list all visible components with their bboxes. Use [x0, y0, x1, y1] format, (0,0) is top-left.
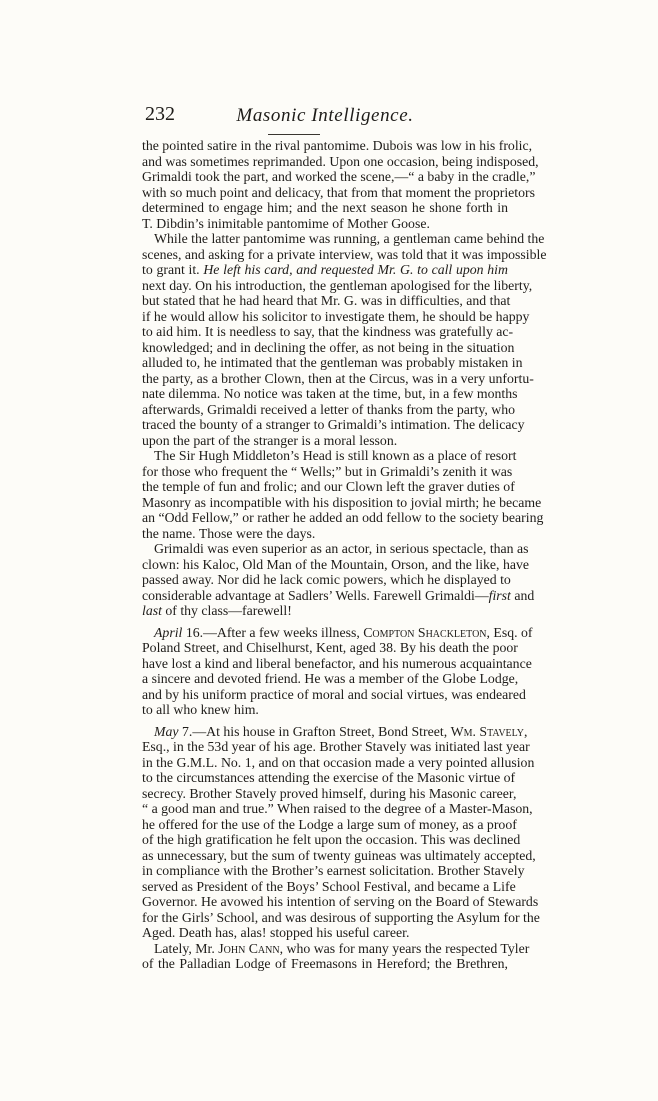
text-line — [142, 832, 521, 848]
text-line — [142, 138, 533, 154]
text-line — [142, 293, 511, 309]
text-line — [142, 671, 519, 687]
text-run: knowledged; and in declining the offer, as not being in the situation — [142, 339, 515, 355]
text-run: While the latter pantomime was running, a gentleman came behind the — [154, 231, 545, 246]
name-small-caps: John Cann — [218, 940, 280, 956]
text-line — [142, 785, 517, 802]
text-run: and by his uniform practice of moral and social virtues, was endeared — [142, 686, 526, 702]
text-run: Grimaldi was even superior as an actor, in serious spectacle, than as — [154, 541, 529, 556]
text-run: Esq., in the 53d year of his age. Brother Stavely was initiated last year — [142, 739, 530, 754]
italic-text: May — [154, 723, 179, 739]
text-run: alluded to, he intimated that the gentleman was probably mistaken in — [142, 355, 523, 370]
text-run: in the G.M.L. No. 1, and on that occasion made a very pointed allusion — [142, 754, 535, 770]
text-run: an “Odd Fellow,” or rather he added an odd fellow to the society bearing — [142, 510, 544, 525]
text-line — [142, 816, 517, 833]
text-run: upon the part of the stranger is a moral lesson. — [142, 432, 398, 448]
text-run: Aged. Death has, alas! stopped his useful career. — [142, 925, 410, 940]
text-line — [142, 541, 529, 557]
paragraph — [142, 723, 540, 941]
page-header — [145, 103, 505, 129]
text-run: “ a good man and true.” When raised to the degree of a Master-Mason, — [142, 801, 533, 816]
text-run: Poland Street, and Chiselhurst, Kent, aged 38. By his death the poor — [142, 640, 518, 655]
text-line — [142, 723, 528, 740]
text-run: , Esq. of — [486, 624, 533, 640]
text-line — [142, 262, 508, 278]
text-run: considerable advantage at Sadlers’ Wells. Farewell Grimaldi— — [142, 587, 489, 603]
text-run: Governor. He avowed his intention of serving on the Board of Stewards — [142, 894, 539, 909]
text-line — [142, 479, 515, 495]
text-line — [142, 909, 540, 926]
text-run: served as President of the Boys’ School Festival, and became a Life — [142, 878, 516, 894]
paragraph — [142, 541, 535, 619]
text-line — [142, 863, 525, 879]
text-run: in compliance with the Brother’s earnest solicitation. Brother Stavely — [142, 863, 525, 878]
text-run: of the Palladian Lodge of Freemasons in Hereford; the Brethren, — [142, 956, 508, 971]
text-run: the party, as a brother Clown, then at the Circus, was in a very unfortu- — [142, 370, 534, 386]
text-run: T. Dibdin’s inimitable pantomime of Mother Goose. — [142, 215, 430, 231]
text-line — [142, 370, 534, 387]
text-run: have lost a kind and liberal benefactor, and his numerous acquaintance — [142, 655, 532, 671]
text-line — [142, 417, 525, 433]
text-run: he offered for the use of the Lodge a large sum of money, as a proof — [142, 816, 517, 832]
text-line — [142, 510, 544, 526]
text-line — [142, 277, 533, 294]
paragraph — [142, 138, 539, 231]
text-run: traced the bounty of a stranger to Grimaldi’s intimation. The delicacy — [142, 417, 525, 432]
text-line — [142, 448, 517, 464]
text-run: nate dilemma. No notice was taken at the time, but, in a few months — [142, 386, 518, 401]
text-run: with so much point and delicacy, that from that moment the proprietors — [142, 184, 535, 200]
italic-text: He left his card, and requested Mr. G. to call upon him — [203, 262, 508, 277]
running-title: Masonic Intelligence. — [236, 105, 414, 126]
text-line — [142, 401, 516, 418]
text-line — [142, 603, 508, 619]
text-line — [142, 339, 515, 356]
text-line — [142, 572, 511, 588]
text-line — [142, 216, 508, 232]
italic-text: last — [142, 603, 162, 618]
text-run: 16.—After a few weeks illness, — [182, 624, 364, 640]
text-run: , who was for many years the respected Tyler — [279, 940, 530, 956]
text-run: to aid him. It is needless to say, that the kindness was gratefully ac- — [142, 324, 514, 339]
text-run: determined to engage him; and the next season he shone forth in — [142, 200, 508, 215]
text-line — [142, 556, 529, 573]
italic-text: April — [154, 624, 183, 640]
text-line — [142, 526, 508, 542]
text-line — [142, 246, 547, 263]
text-line — [142, 801, 533, 817]
text-line — [142, 169, 536, 185]
text-line — [142, 308, 530, 325]
paragraph — [142, 448, 544, 541]
text-run: the name. Those were the days. — [142, 525, 316, 541]
text-run: the pointed satire in the rival pantomime. Dubois was low in his frolic, — [142, 138, 533, 153]
text-run: Lately, Mr. — [154, 940, 219, 956]
text-line — [142, 153, 539, 170]
text-run: a sincere and devoted friend. He was a member of the Globe Lodge, — [142, 671, 519, 686]
text-line — [142, 754, 535, 771]
text-run: scenes, and asking for a private interview, was told that it was impossible — [142, 246, 547, 262]
page-number: 232 — [145, 103, 175, 125]
name-small-caps: Compton Shackleton — [363, 624, 487, 640]
text-run: The Sir Hugh Middleton’s Head is still known as a place of resort — [154, 448, 517, 463]
text-run: clown: his Kaloc, Old Man of the Mountain, Orson, and the like, have — [142, 556, 529, 572]
text-line — [142, 463, 513, 480]
text-run: to all who knew him. — [142, 702, 259, 717]
text-run: 7.—At his house in Grafton Street, Bond Street, — [178, 723, 451, 739]
text-line — [142, 878, 516, 895]
text-line — [142, 739, 530, 755]
text-run: if he would allow his solicitor to investigate them, he should be happy — [142, 308, 530, 324]
text-line — [142, 433, 508, 449]
text-run: to grant it. — [142, 262, 204, 277]
text-line — [142, 624, 533, 641]
text-line — [142, 494, 542, 511]
text-run: for the Girls’ School, and was desirous of supporting the Asylum for the — [142, 909, 540, 925]
text-run: and was sometimes reprimanded. Upon one occasion, being indisposed, — [142, 153, 539, 169]
text-line — [142, 355, 523, 371]
text-run: , — [523, 723, 528, 739]
body-text — [142, 138, 547, 972]
text-line — [142, 956, 508, 972]
italic-text: first — [488, 587, 511, 603]
text-run: as unnecessary, but the sum of twenty guineas was ultimately accepted, — [142, 847, 536, 863]
text-line — [142, 386, 518, 402]
header-rule — [268, 134, 320, 135]
text-run: next day. On his introduction, the gentleman apologised for the liberty, — [142, 277, 533, 293]
text-line — [142, 231, 545, 247]
text-line — [142, 702, 508, 718]
text-run: and — [510, 587, 535, 603]
text-line — [142, 686, 526, 703]
text-line — [142, 655, 532, 672]
text-line — [142, 640, 518, 656]
text-line — [142, 847, 536, 864]
text-line — [142, 587, 535, 604]
text-run: Grimaldi took the part, and worked the scene,—“ a baby in the cradle,” — [142, 169, 536, 184]
text-line — [142, 940, 530, 957]
text-run: secrecy. Brother Stavely proved himself, during his Masonic career, — [142, 785, 517, 801]
text-line — [142, 770, 516, 786]
paragraph — [142, 231, 547, 448]
name-small-caps: Wm. Stavely — [450, 723, 524, 739]
text-run: for those who frequent the “ Wells;” but in Grimaldi’s zenith it was — [142, 463, 513, 479]
text-line — [142, 200, 508, 216]
text-line — [142, 324, 514, 340]
text-run: to the circumstances attending the exercise of the Masonic virtue of — [142, 770, 516, 785]
text-line — [142, 894, 539, 910]
text-run: afterwards, Grimaldi received a letter of thanks from the party, who — [142, 401, 516, 417]
paragraph — [142, 624, 533, 718]
text-run: Masonry as incompatible with his disposition to jovial mirth; he became — [142, 494, 542, 510]
text-run: the temple of fun and frolic; and our Clown left the graver duties of — [142, 479, 515, 494]
text-line — [142, 184, 535, 201]
paragraph — [142, 940, 530, 972]
text-run: of the high gratification he felt upon the occasion. This was declined — [142, 832, 521, 847]
text-line — [142, 925, 508, 941]
text-run: of thy class—farewell! — [161, 603, 292, 618]
text-run: but stated that he had heard that Mr. G. was in difficulties, and that — [142, 293, 511, 308]
text-run: passed away. Nor did he lack comic powers, which he displayed to — [142, 572, 511, 587]
